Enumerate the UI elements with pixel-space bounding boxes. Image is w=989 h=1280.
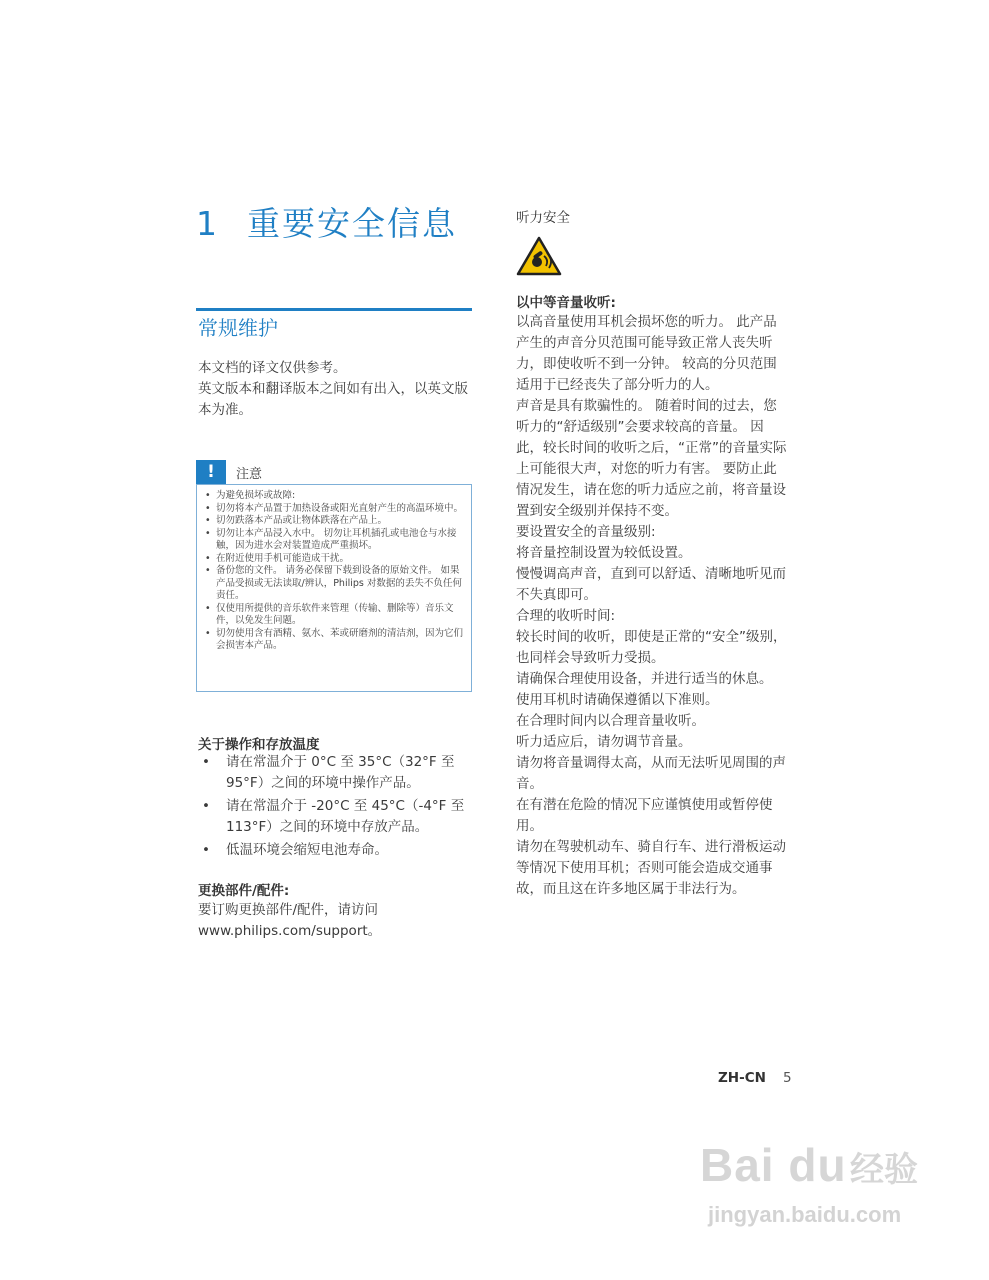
hearing-paragraph: 在合理时间内以合理音量收听。 <box>516 713 705 729</box>
section-divider <box>196 308 472 311</box>
note-item: • 切勿将本产品置于加热设备或阳光直射产生的高温环境中。 <box>203 503 465 516</box>
note-item: • 为避免损坏或故障: <box>203 490 465 503</box>
hearing-safety-title: 听力安全 <box>516 210 570 226</box>
hearing-paragraph: 在有潜在危险的情况下应谨慎使用或暂停使用。 <box>516 797 773 834</box>
hearing-paragraph: 较长时间的收听，即使是正常的“安全”级别，也同样会导致听力受损。 <box>516 629 787 666</box>
operation-list <box>198 752 470 863</box>
note-header <box>196 460 472 484</box>
hearing-paragraph: 听力适应后，请勿调节音量。 <box>516 734 692 750</box>
watermark-url: jingyan.baidu.com <box>708 1202 902 1227</box>
hearing-paragraph: 请勿将音量调得太高，从而无法听见周围的声音。 <box>516 755 786 792</box>
watermark-logo: Bai du <box>700 1139 847 1191</box>
parts-line: 要订购更换部件/配件，请访问 <box>198 902 379 918</box>
watermark-text: 经验 <box>850 1150 918 1190</box>
intro-line: 英文版本和翻译版本之间如有出入，以英文版本为准。 <box>198 381 468 418</box>
hearing-paragraph: 请确保合理使用设备，并进行适当的休息。 <box>516 671 773 687</box>
hearing-paragraph: 要设置安全的音量级别: <box>516 524 656 540</box>
hearing-paragraph: 合理的收听时间: <box>516 608 616 624</box>
operation-heading: 关于操作和存放温度 <box>198 737 320 753</box>
note-item: • 仅使用所提供的音乐软件来管理（传输、删除等）音乐文件，以免发生问题。 <box>203 603 465 628</box>
hearing-paragraph: 使用耳机时请确保遵循以下准则。 <box>516 692 719 708</box>
hearing-paragraph: 将音量控制设置为较低设置。 <box>516 545 692 561</box>
hearing-paragraph: 声音是具有欺骗性的。 随着时间的过去，您听力的“舒适级别”会要求较高的音量。 因此，较长时间的收听之后，“正常”的音量实际上可能很大声，对您的听力有害。 要防止此情况发生，请在您的听力适应之前，将音量设置到安全级别并保持不变。 <box>516 398 787 519</box>
chapter-title-text: 重要安全信息 <box>247 204 457 243</box>
hearing-paragraph: 慢慢调高声音，直到可以舒适、清晰地听见而不失真即可。 <box>516 566 786 603</box>
hearing-text <box>516 312 788 900</box>
note-item: • 在附近使用手机可能造成干扰。 <box>203 553 465 566</box>
parts-heading: 更换部件/配件: <box>198 883 290 899</box>
hearing-paragraph: 以高音量使用耳机会损坏您的听力。 此产品产生的声音分贝范围可能导致正常人丧失听力，即使收听不到一分钟。 较高的分贝范围适用于已经丧失了部分听力的人。 <box>516 314 777 393</box>
volume-heading: 以中等音量收听: <box>516 295 616 311</box>
parts-text <box>198 900 470 942</box>
note-item: • 备份您的文件。 请务必保留下载到设备的原始文件。 如果产品受损或无法读取/辨认，Philips 对数据的丢失不负任何责任。 <box>203 565 465 603</box>
intro-line: 本文档的译文仅供参考。 <box>198 360 347 376</box>
intro-text <box>198 358 470 421</box>
chapter-number: 1 <box>196 204 219 243</box>
exclamation-icon: ! <box>196 460 226 484</box>
support-link[interactable]: www.philips.com/support。 <box>198 923 382 939</box>
operation-item: • 低温环境会缩短电池寿命。 <box>198 840 470 861</box>
operation-item: • 请在常温介于 0°C 至 35°C（32°F 至 95°F）之间的环境中操作产品。 <box>198 752 470 794</box>
section-title: 常规维护 <box>198 316 278 340</box>
page-number: 5 <box>783 1070 792 1086</box>
hearing-paragraph: 请勿在驾驶机动车、骑自行车、进行滑板运动等情况下使用耳机；否则可能会造成交通事故，而且这在许多地区属于非法行为。 <box>516 839 786 897</box>
operation-item: • 请在常温介于 -20°C 至 45°C（-4°F 至 113°F）之间的环境中存放产品。 <box>198 796 470 838</box>
footer-language: ZH-CN <box>718 1070 766 1086</box>
note-item: • 切勿使用含有酒精、氨水、苯或研磨剂的清洁剂，因为它们会损害本产品。 <box>203 628 465 653</box>
note-label: 注意 <box>236 467 263 482</box>
note-item: • 切勿让本产品浸入水中。 切勿让耳机插孔或电池仓与水接触，因为进水会对装置造成严重损坏。 <box>203 528 465 553</box>
note-list <box>203 490 465 653</box>
hearing-warning-icon <box>516 236 562 276</box>
baidu-watermark <box>700 1138 940 1248</box>
note-item: • 切勿跌落本产品或让物体跌落在产品上。 <box>203 515 465 528</box>
chapter-title <box>196 198 457 245</box>
